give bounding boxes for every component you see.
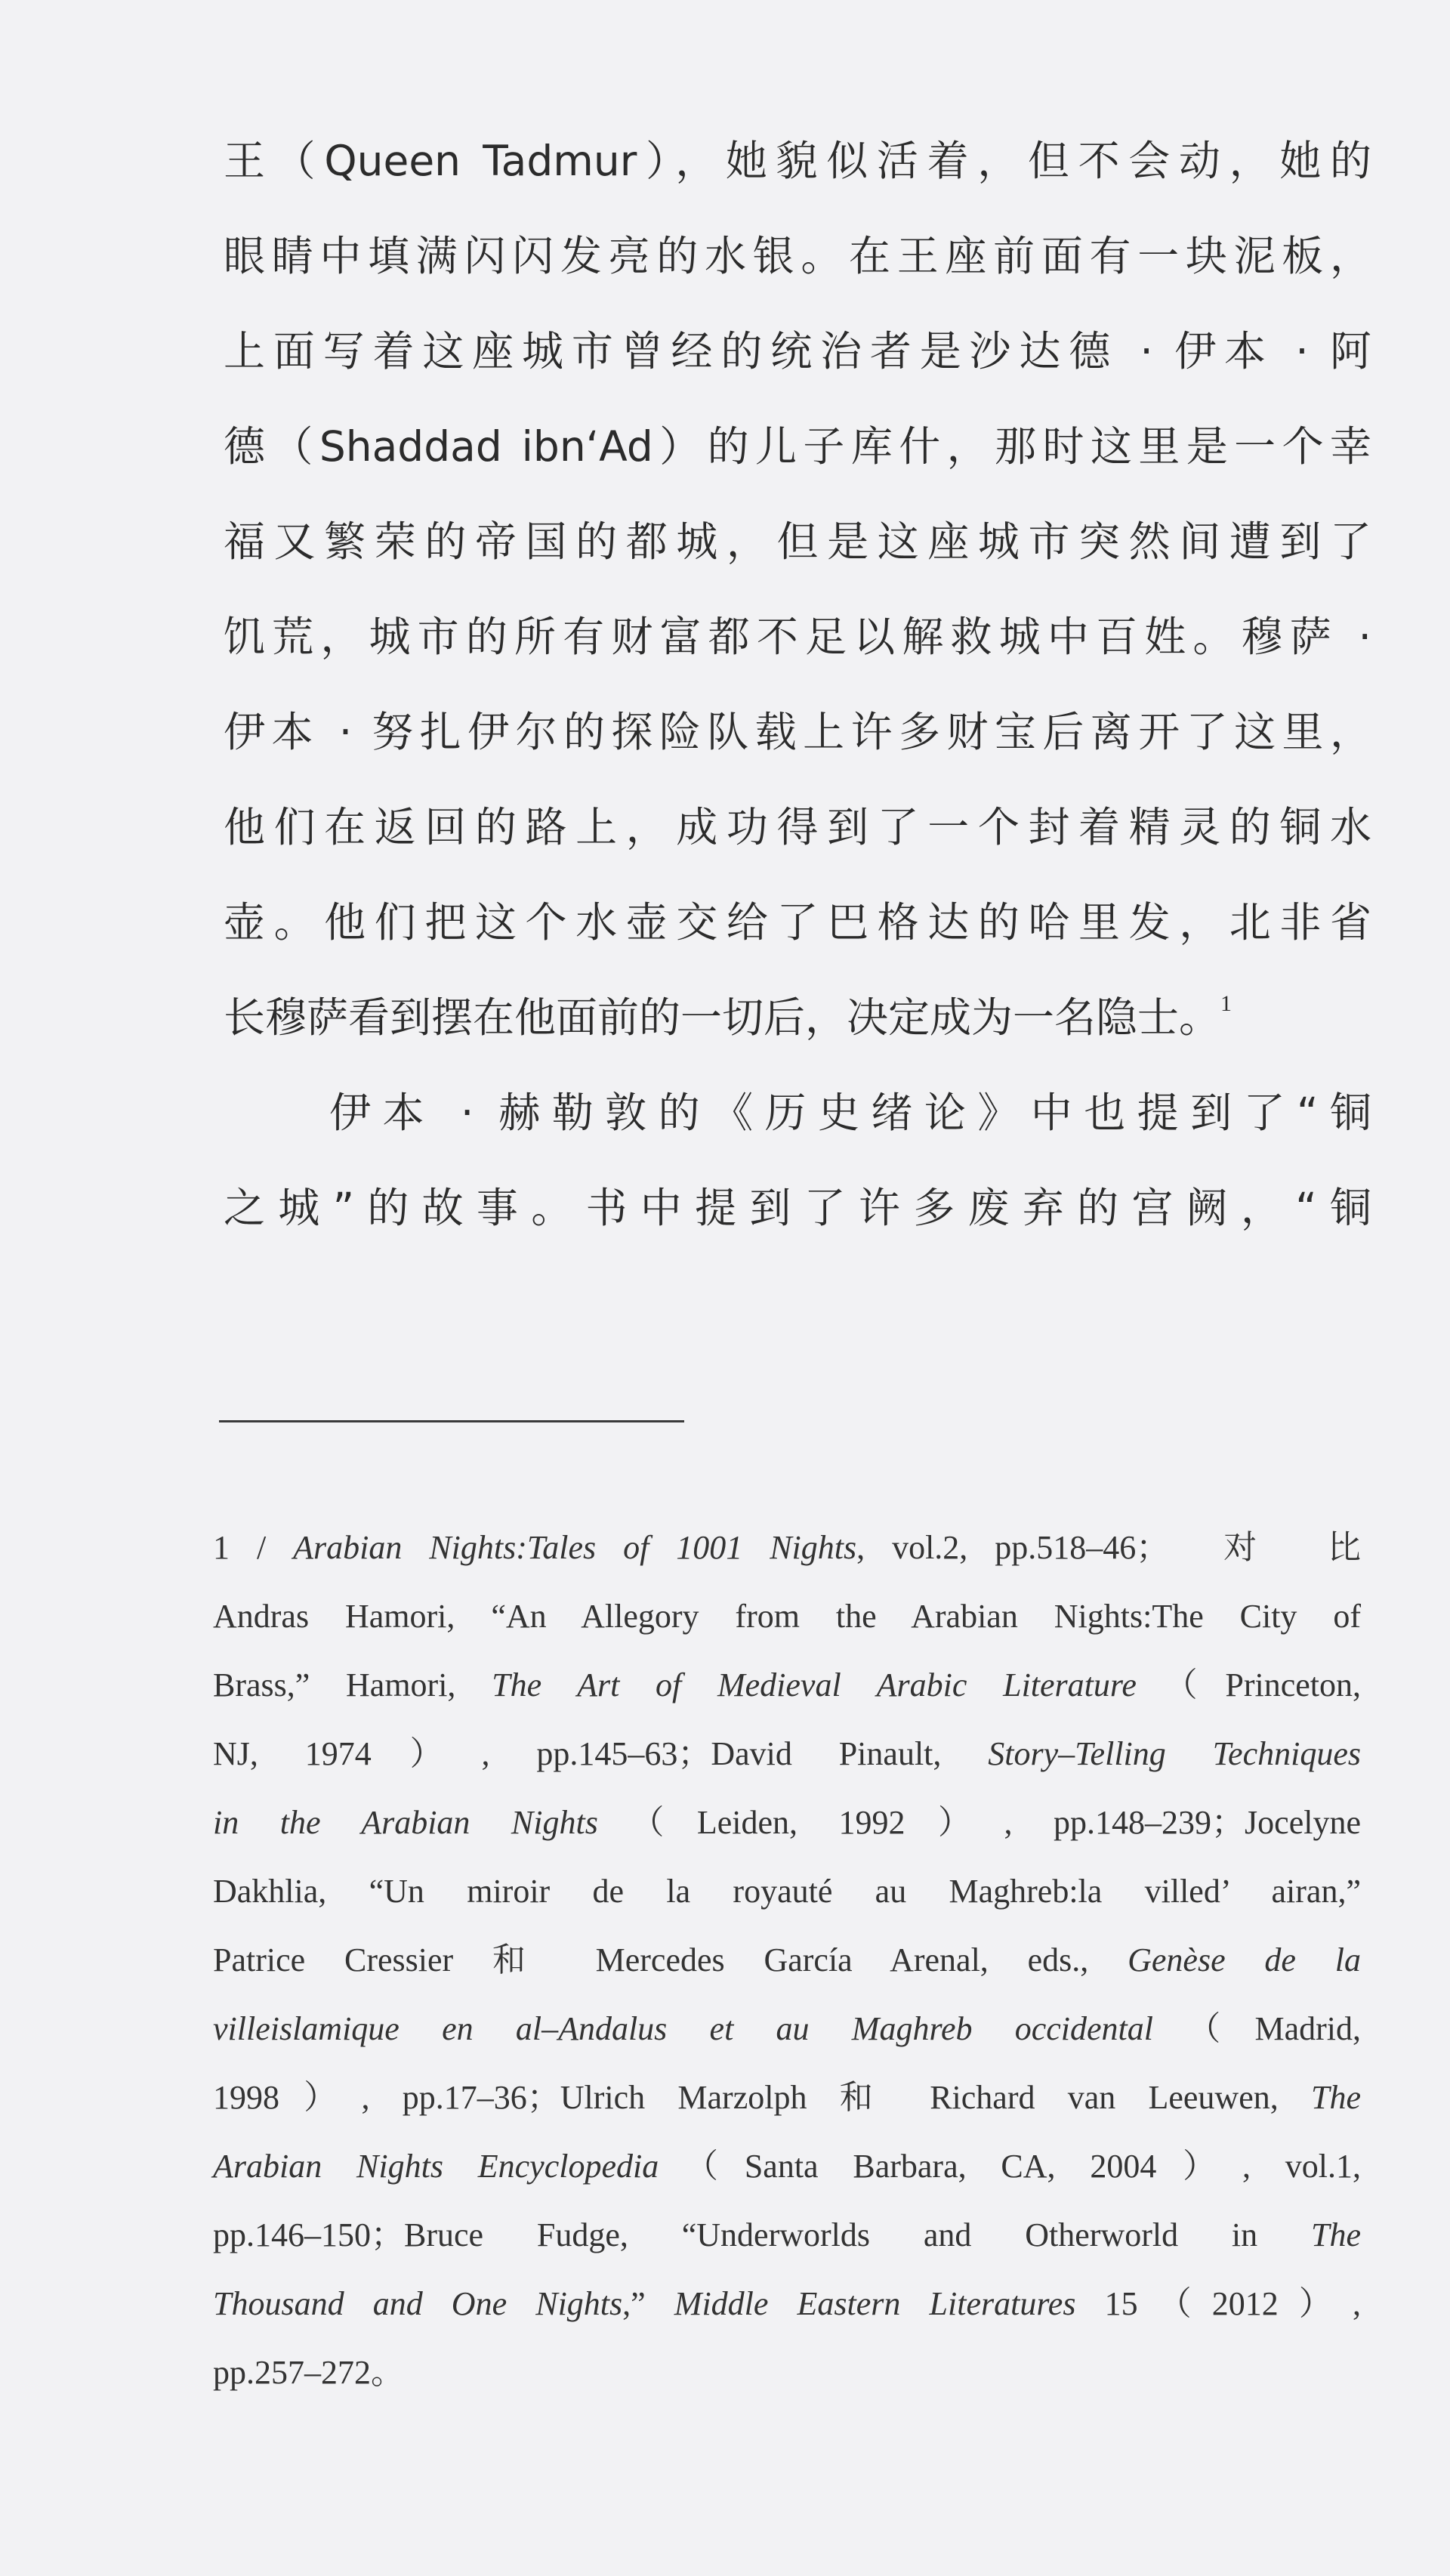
text-line: 伊本 · 努扎伊尔的探险队载上许多财宝后离开了这里， xyxy=(224,708,1371,756)
text-line: 壶。他们把这个水壶交给了巴格达的哈里发，北非省 xyxy=(224,898,1371,947)
footnote-text: （Santa Barbara, CA, 2004）, vol.1, xyxy=(659,2148,1361,2185)
footnote-line xyxy=(213,1513,1361,1582)
footnote-title: The xyxy=(1311,2079,1361,2116)
text-line: 福又繁荣的帝国的都城，但是这座城市突然间遭到了 xyxy=(224,517,1371,566)
footnote-line xyxy=(213,2132,1361,2201)
text-line: 眼睛中填满闪闪发亮的水银。在王座前面有一块泥板， xyxy=(224,232,1371,280)
footnote-line: Dakhlia, “Un miroir de la royauté au Maghreb:la villed’ airan,” xyxy=(213,1873,1361,1910)
footnote-text: pp.146–150；Bruce Fudge, “Underworlds and Otherworld in xyxy=(213,2216,1311,2253)
footnote-text: （Madrid, xyxy=(1152,2010,1362,2047)
text-line: 王（Queen Tadmur），她貌似活着，但不会动，她的 xyxy=(224,137,1371,185)
text-line: 德（Shaddad ibn‘Ad）的儿子库什，那时这里是一个幸 xyxy=(224,422,1371,471)
footnote-title: Arabian Nights Encyclopedia xyxy=(213,2148,659,2185)
footnote-title: The Art of Medieval Arabic Literature xyxy=(492,1666,1137,1703)
footnote-line xyxy=(213,1719,1361,1788)
footnote-text: （Leiden, 1992）, pp.148–239；Jocelyne xyxy=(597,1804,1361,1841)
footnote-title: Genèse de la xyxy=(1128,1941,1361,1978)
footnote-line xyxy=(213,1926,1361,1994)
text-line: 饥荒，城市的所有财富都不足以解救城中百姓。穆萨 · xyxy=(224,613,1371,661)
footnote-text: ,” xyxy=(622,2285,674,2322)
footnote-reference[interactable]: 1 xyxy=(1220,991,1232,1016)
footnote-line xyxy=(213,2269,1361,2338)
footnote-title: The xyxy=(1311,2216,1361,2253)
footnote-text: Patrice Cressier 和 Mercedes García Arenal, eds., xyxy=(213,1941,1128,1978)
footnote xyxy=(213,1513,1361,2407)
footnote-title: villeislamique en al–Andalus et au Maghreb occidental xyxy=(213,2010,1153,2047)
footnote-title: Thousand and One Nights xyxy=(213,2285,623,2322)
footnote-line xyxy=(213,2201,1361,2269)
text-line: 他们在返回的路上，成功得到了一个封着精灵的铜水 xyxy=(224,803,1371,851)
footnote-title: Arabian Nights:Tales of 1001 Nights xyxy=(293,1529,857,1566)
footnote-number: 1 / xyxy=(213,1529,294,1566)
footnote-text: , vol.2, pp.518–46； 对 比 xyxy=(856,1529,1361,1566)
text-line: 之城”的故事。书中提到了许多废弃的宫阙，“铜 xyxy=(224,1184,1371,1232)
footnote-separator xyxy=(219,1420,684,1422)
footnote-line xyxy=(213,1994,1361,2063)
footnote-title: Middle Eastern Literatures xyxy=(674,2285,1076,2322)
footnote-line: Andras Hamori, “An Allegory from the Arabian Nights:The City of xyxy=(213,1598,1361,1635)
footnote-text: NJ, 1974）, pp.145–63；David Pinault, xyxy=(213,1735,989,1772)
footnote-line xyxy=(213,1651,1361,1719)
text-line xyxy=(224,970,1371,1065)
footnote-text: 15（2012）, xyxy=(1075,2285,1362,2322)
text-line: 上面写着这座城市曾经的统治者是沙达德 · 伊本 · 阿 xyxy=(224,327,1371,375)
text-line-content: 长穆萨看到摆在他面前的一切后，决定成为一名隐士。 xyxy=(224,993,1221,1042)
footnote-line: pp.257–272。 xyxy=(213,2354,404,2391)
footnote-title: in the Arabian Nights xyxy=(213,1804,598,1841)
body-text xyxy=(224,113,1371,1256)
footnote-title: Story–Telling Techniques xyxy=(988,1735,1361,1772)
footnote-line xyxy=(213,1788,1361,1857)
footnote-text: （Princeton, xyxy=(1136,1666,1362,1703)
footnote-line xyxy=(213,2063,1361,2132)
footnote-text: 1998）, pp.17–36；Ulrich Marzolph 和 Richard van Leeuwen, xyxy=(213,2079,1311,2116)
footnote-text: Brass,” Hamori, xyxy=(213,1666,492,1703)
paragraph-first-line: 伊本 · 赫勒敦的《历史绪论》中也提到了“铜 xyxy=(329,1089,1371,1137)
